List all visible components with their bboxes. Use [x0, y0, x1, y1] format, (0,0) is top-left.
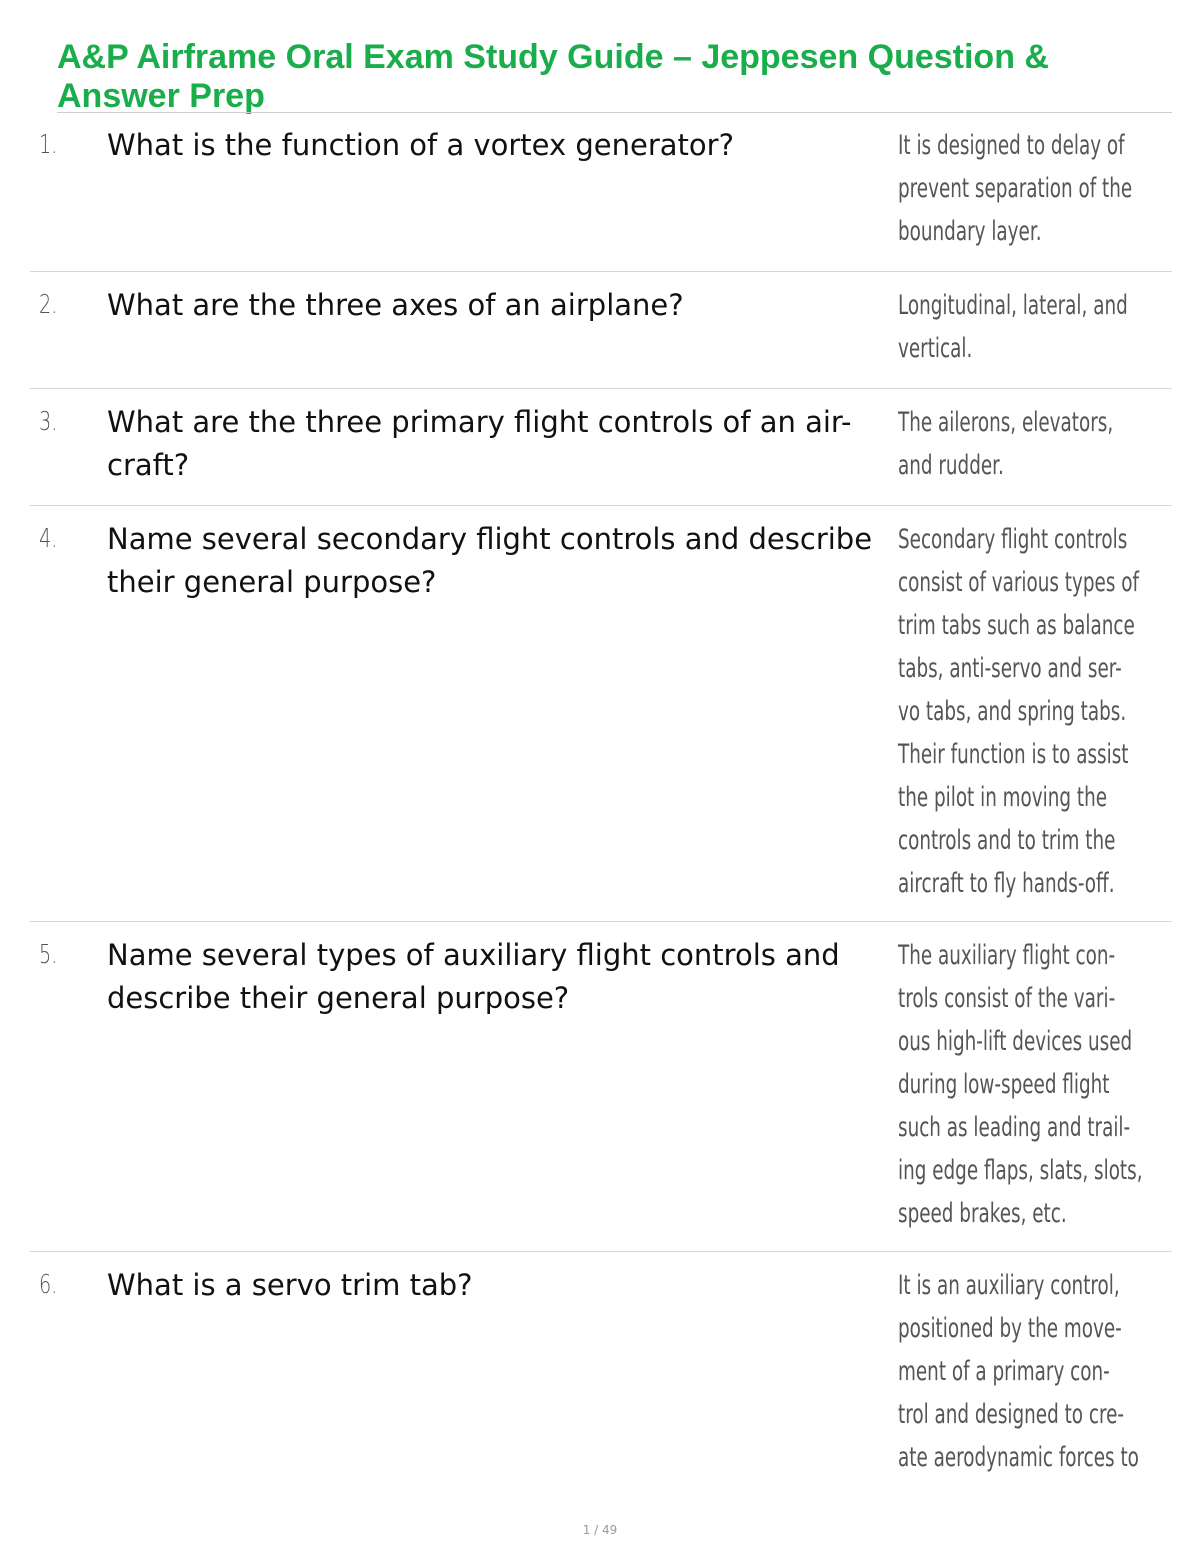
answer-text: The auxiliary flight con- trols consist of the vari- ous high-lift devices used during low-speed flight such as leading and trail- ing edge flaps, slats, slots, speed brakes, etc. — [898, 940, 1143, 1229]
question-text: Name several secondary flight controls and describe their general purpose? — [107, 522, 873, 599]
question-text: What are the three primary flight controls of an air- craft? — [107, 405, 852, 482]
question-number: 4. — [39, 524, 58, 554]
answer-text: The ailerons, elevators, and rudder. — [898, 407, 1114, 481]
row-divider — [30, 388, 1172, 389]
answer-text: Longitudinal, lateral, and vertical. — [898, 290, 1128, 364]
answer-text: It is an auxiliary control, positioned by the move- ment of a primary con- trol and designed to cre- ate aerodynamic forces to — [898, 1270, 1139, 1473]
question-number: 5. — [39, 940, 58, 970]
question-number: 2. — [39, 290, 58, 320]
title-divider — [57, 112, 1172, 113]
row-divider — [30, 921, 1172, 922]
row-divider — [30, 271, 1172, 272]
row-divider — [30, 1251, 1172, 1252]
question-number: 6. — [39, 1270, 58, 1300]
question-text: What are the three axes of an airplane? — [107, 288, 684, 322]
document-title: A&P Airframe Oral Exam Study Guide – Jeppesen Question & Answer Prep — [57, 38, 1049, 115]
answer-text: Secondary flight controls consist of various types of trim tabs such as balance tabs, anti-servo and ser- vo tabs, and spring tabs. Their function is to assist the pilot in moving the controls and to trim the aircraft to fly hands-off. — [898, 524, 1139, 899]
question-text: What is the function of a vortex generator? — [107, 128, 734, 162]
question-text: What is a servo trim tab? — [107, 1268, 473, 1302]
row-divider — [30, 505, 1172, 506]
question-text: Name several types of auxiliary flight controls and describe their general purpose? — [107, 938, 840, 1015]
answer-text: It is designed to delay of prevent separation of the boundary layer. — [898, 130, 1133, 247]
question-number: 1. — [39, 130, 58, 160]
question-number: 3. — [39, 407, 58, 437]
page-indicator: 1 / 49 — [582, 1523, 618, 1537]
